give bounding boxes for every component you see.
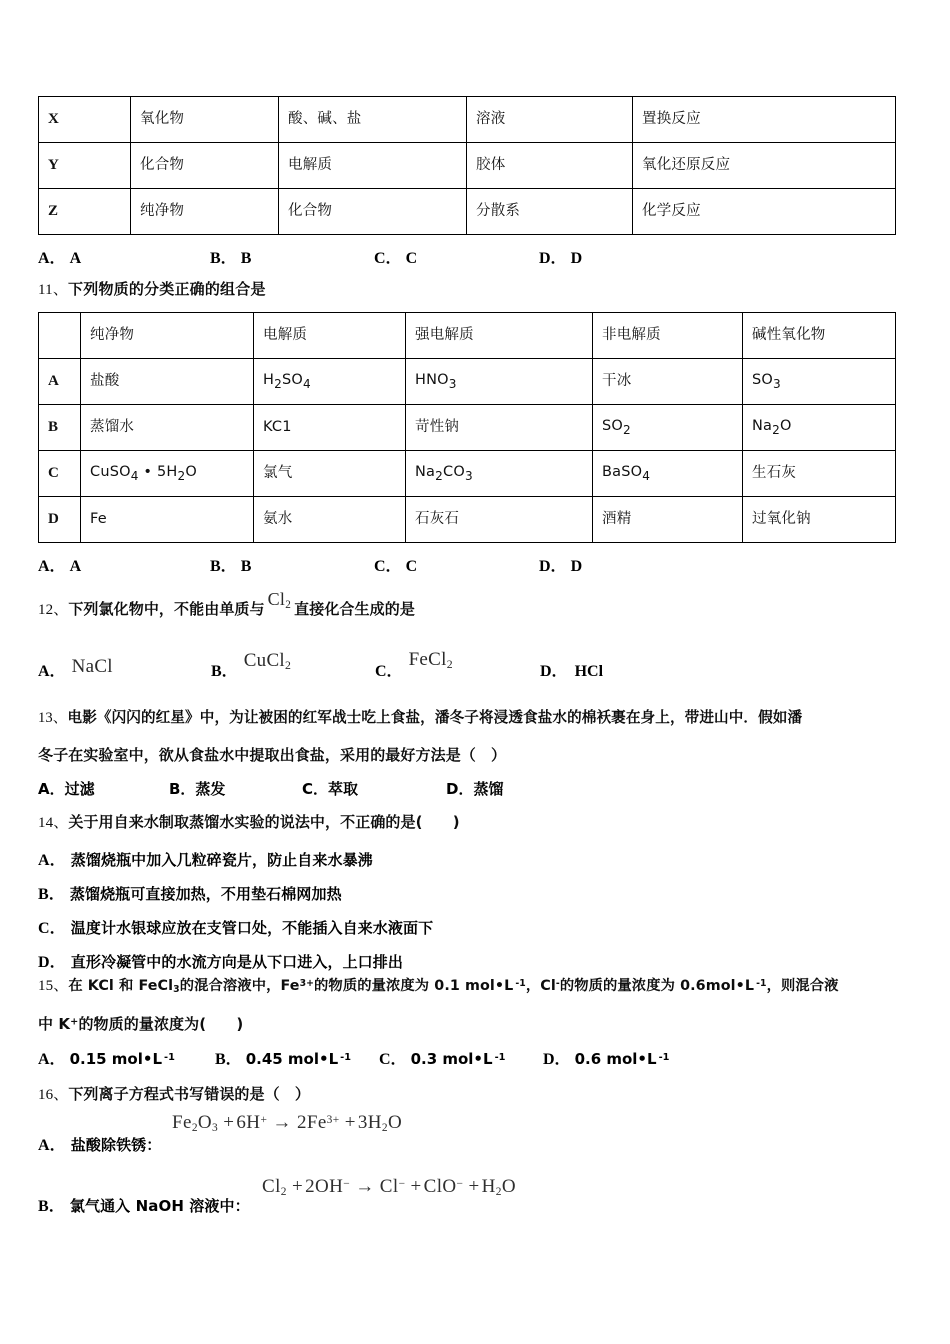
cell-y-3: 胶体 (467, 143, 633, 189)
option-c-q13[interactable]: C．萃取 (302, 780, 359, 798)
cell-a-3: $HNO_3$ (406, 359, 593, 405)
cell-a-4: 干冰 (593, 359, 743, 405)
option-d-q12[interactable]: D． HCl (540, 663, 604, 680)
question-14-stem: 14、关于用自来水制取蒸馏水实验的说法中，不正确的是( ) (38, 813, 460, 831)
cell-a-1: 盐酸 (81, 359, 254, 405)
question-15-line1: 15、在 KCl 和 FeCl3的混合溶液中，$Fe^{3+}$的物质的量浓度为 0.1 mol•L $^{-1}$，Cl-的物质的量浓度为 0.6mol•L $^{-1}$，则混合液 (38, 977, 839, 996)
table-header-row (39, 313, 896, 359)
cell-a-2: $H_2SO_4$ (254, 359, 406, 405)
cell-d-5: 过氧化钠 (743, 497, 896, 543)
cell-z-2: 化合物 (279, 189, 467, 235)
cell-x-2: 酸、碱、盐 (279, 97, 467, 143)
header-pure-substance: 纯净物 (81, 313, 254, 359)
substance-classification-table (38, 312, 896, 543)
row-label-a: A (39, 359, 81, 405)
option-b-q13[interactable]: B．蒸发 (169, 780, 226, 798)
row-label-x: X (39, 97, 131, 143)
row-label-d: D (39, 497, 81, 543)
option-d-q11[interactable]: D． D (539, 558, 583, 575)
option-a-q15[interactable]: A． 0.15 mol•L $^{-1}$ (38, 1050, 175, 1068)
question-11-stem: 11、下列物质的分类正确的组合是 (38, 280, 266, 298)
row-label-y: Y (39, 143, 131, 189)
cell-b-3: 苛性钠 (406, 405, 593, 451)
cell-b-2: KC1 (254, 405, 406, 451)
cell-c-5: 生石灰 (743, 451, 896, 497)
classification-table-xyz (38, 96, 896, 235)
cell-c-1: CuSO$_4$ • $5H_2O$ (81, 451, 254, 497)
option-d-q14[interactable]: D． 直形冷凝管中的水流方向是从下口进入，上口排出 (38, 953, 403, 971)
equation-b-q16: $Cl_2$ + 2OH− → Cl− + ClO− + $H_2O$ (262, 1176, 516, 1199)
cell-x-1: 氧化物 (131, 97, 279, 143)
option-b-q15[interactable]: B． 0.45 mol•L $^{-1}$ (215, 1050, 351, 1068)
option-a-q16[interactable]: A． 盐酸除铁锈： (38, 1136, 162, 1154)
cell-c-2: 氯气 (254, 451, 406, 497)
table-row (39, 451, 896, 497)
option-d-q15[interactable]: D． 0.6 mol•L $^{-1}$ (543, 1050, 670, 1068)
option-c-q12[interactable]: C．FeCl$_2$ (375, 649, 453, 680)
option-a-q14[interactable]: A． 蒸馏烧瓶中加入几粒碎瓷片，防止自来水暴沸 (38, 851, 373, 869)
option-b-q10[interactable]: B． B (210, 250, 252, 267)
option-b-q12[interactable]: B．CuCl$_2$ (211, 650, 292, 680)
question-16-stem: 16、下列离子方程式书写错误的是（ ） (38, 1085, 310, 1103)
option-a-q13[interactable]: A．过滤 (38, 780, 95, 798)
cell-c-3: $Na_2CO_3$ (406, 451, 593, 497)
equation-a-q16: $Fe_2O_3$ + $6H^+ \to 2Fe^{3+}$ + $3H_2O$ (172, 1112, 403, 1135)
cell-x-3: 溶液 (467, 97, 633, 143)
cell-d-3: 石灰石 (406, 497, 593, 543)
table-row (39, 189, 896, 235)
cell-z-3: 分散系 (467, 189, 633, 235)
question-12-stem: 12、下列氯化物中，不能由单质与 $Cl_2$ 直接化合生成的是 (38, 589, 415, 618)
table-row (39, 97, 896, 143)
cell-z-1: 纯净物 (131, 189, 279, 235)
cell-y-2: 电解质 (279, 143, 467, 189)
row-label-b: B (39, 405, 81, 451)
row-label-c: C (39, 451, 81, 497)
option-c-q15[interactable]: C． 0.3 mol•L $^{-1}$ (379, 1050, 506, 1068)
header-strong-electrolyte: 强电解质 (406, 313, 593, 359)
row-label-z: Z (39, 189, 131, 235)
cucl2-formula: CuCl$_2$ (243, 650, 292, 672)
table-row (39, 359, 896, 405)
cell-b-5: $Na_2O$ (743, 405, 896, 451)
header-blank (39, 313, 81, 359)
question-13-line1: 13、电影《闪闪的红星》中，为让被困的红军战士吃上食盐，潘冬子将浸透食盐水的棉袄裹在身上，带进山中．假如潘 (38, 709, 803, 726)
option-b-q14[interactable]: B． 蒸馏烧瓶可直接加热，不用垫石棉网加热 (38, 885, 342, 903)
header-nonelectrolyte: 非电解质 (593, 313, 743, 359)
header-basic-oxide: 碱性氧化物 (743, 313, 896, 359)
cell-d-1: Fe (81, 497, 254, 543)
option-c-q10[interactable]: C． C (374, 250, 418, 267)
cl2-inline-formula: $Cl_2$ (267, 589, 292, 611)
cell-z-4: 化学反应 (633, 189, 896, 235)
cell-a-5: $SO_3$ (743, 359, 896, 405)
table-row (39, 497, 896, 543)
cell-d-2: 氨水 (254, 497, 406, 543)
table-row (39, 143, 896, 189)
option-c-q11[interactable]: C． C (374, 558, 418, 575)
cell-y-1: 化合物 (131, 143, 279, 189)
option-c-q14[interactable]: C． 温度计水银球应放在支管口处，不能插入自来水液面下 (38, 919, 434, 937)
option-a-q12[interactable]: A． NaCl (38, 656, 113, 680)
cell-b-1: 蒸馏水 (81, 405, 254, 451)
table-row (39, 405, 896, 451)
question-13-line2: 冬子在实验室中，欲从食盐水中提取出食盐，采用的最好方法是（ ） (38, 746, 507, 764)
nacl-formula: NaCl (71, 656, 113, 677)
option-a-q11[interactable]: A． A (38, 558, 82, 575)
fecl2-formula: FeCl$_2$ (408, 649, 453, 671)
question-15-line2: 中 K+的物质的量浓度为( ) (38, 1015, 244, 1033)
option-b-q11[interactable]: B． B (210, 558, 252, 575)
cell-b-4: $SO_2$ (593, 405, 743, 451)
cell-x-4: 置换反应 (633, 97, 896, 143)
option-b-q16[interactable]: B． 氯气通入 NaOH 溶液中： (38, 1197, 250, 1215)
header-electrolyte: 电解质 (254, 313, 406, 359)
option-d-q13[interactable]: D．蒸馏 (446, 780, 504, 798)
cell-y-4: 氧化还原反应 (633, 143, 896, 189)
cell-c-4: BaSO$_4$ (593, 451, 743, 497)
option-a-q10[interactable]: A． A (38, 250, 82, 267)
option-d-q10[interactable]: D． D (539, 250, 583, 267)
cell-d-4: 酒精 (593, 497, 743, 543)
